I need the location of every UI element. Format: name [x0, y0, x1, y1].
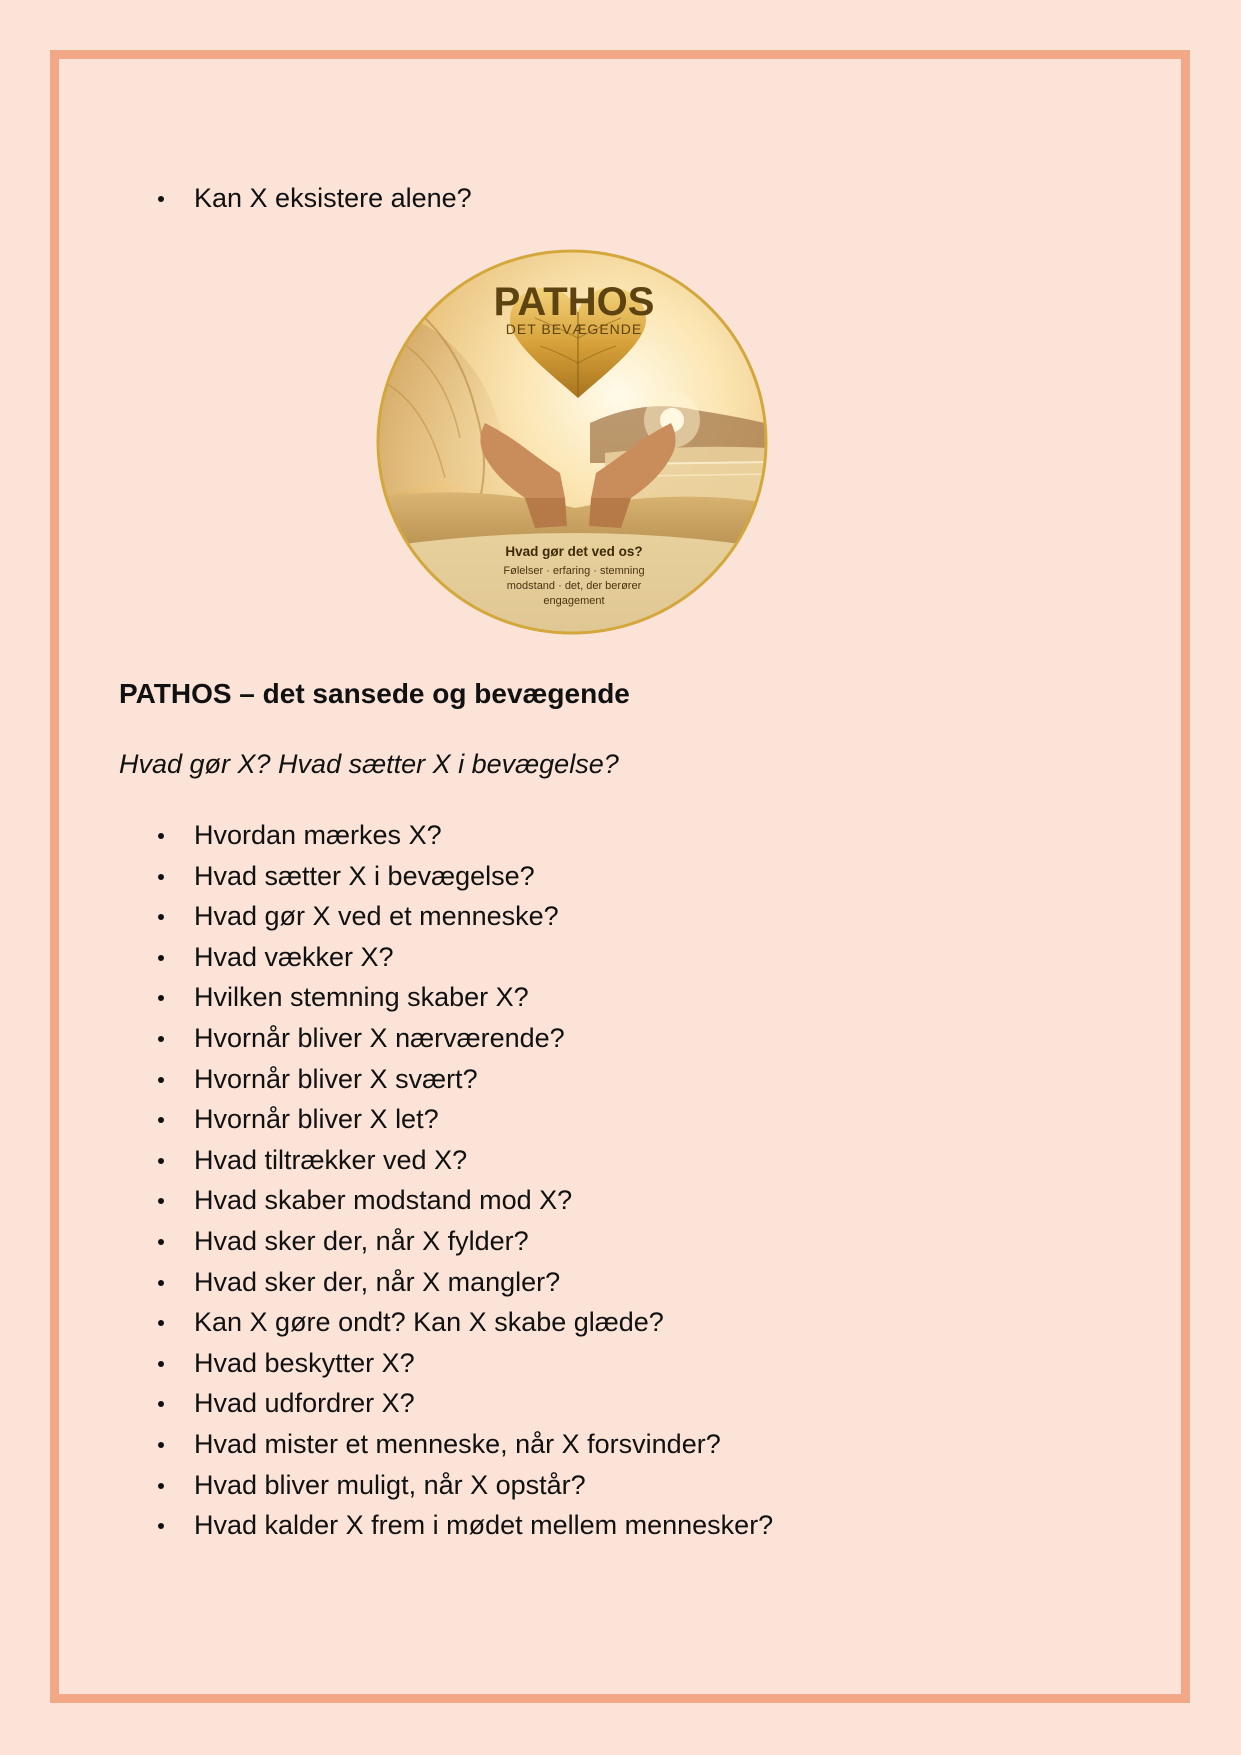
- top-bullet-list: [158, 178, 472, 219]
- emblem-line-1: Følelser · erfaring · stemning: [503, 565, 645, 577]
- list-item: Kan X eksistere alene?: [158, 178, 472, 219]
- list-item: Hvad gør X ved et menneske?: [158, 896, 773, 937]
- section-subheading: Hvad gør X? Hvad sætter X i bevægelse?: [119, 749, 619, 779]
- emblem-line-2: modstand · det, der berører: [506, 580, 642, 592]
- list-item: Hvad sætter X i bevægelse?: [158, 856, 773, 897]
- section-heading: PATHOS – det sansede og bevægende: [119, 678, 630, 709]
- emblem-subtitle: DET BEVÆGENDE: [505, 321, 643, 337]
- list-item: Hvad udfordrer X?: [158, 1383, 773, 1424]
- list-item: Hvad beskytter X?: [158, 1343, 773, 1384]
- list-item: Hvordan mærkes X?: [158, 815, 773, 856]
- list-item: Hvad kalder X frem i mødet mellem mennesker?: [158, 1505, 773, 1546]
- emblem-line-3: engagement: [543, 595, 605, 607]
- list-item: Hvornår bliver X nærværende?: [158, 1018, 773, 1059]
- pathos-emblem: [375, 248, 769, 636]
- list-item: Hvilken stemning skaber X?: [158, 977, 773, 1018]
- list-item: Hvad sker der, når X fylder?: [158, 1221, 773, 1262]
- list-item: Hvad sker der, når X mangler?: [158, 1262, 773, 1303]
- list-item: Hvad mister et menneske, når X forsvinder?: [158, 1424, 773, 1465]
- list-item: Hvad skaber modstand mod X?: [158, 1180, 773, 1221]
- list-item: Hvad bliver muligt, når X opstår?: [158, 1465, 773, 1506]
- emblem-question: Hvad gør det ved os?: [505, 544, 643, 559]
- emblem-title: PATHOS: [493, 280, 655, 324]
- list-item: Kan X gøre ondt? Kan X skabe glæde?: [158, 1302, 773, 1343]
- list-item: Hvad vækker X?: [158, 937, 773, 978]
- question-list: [158, 815, 773, 1546]
- list-item: Hvad tiltrækker ved X?: [158, 1140, 773, 1181]
- list-item: Hvornår bliver X svært?: [158, 1059, 773, 1100]
- list-item: Hvornår bliver X let?: [158, 1099, 773, 1140]
